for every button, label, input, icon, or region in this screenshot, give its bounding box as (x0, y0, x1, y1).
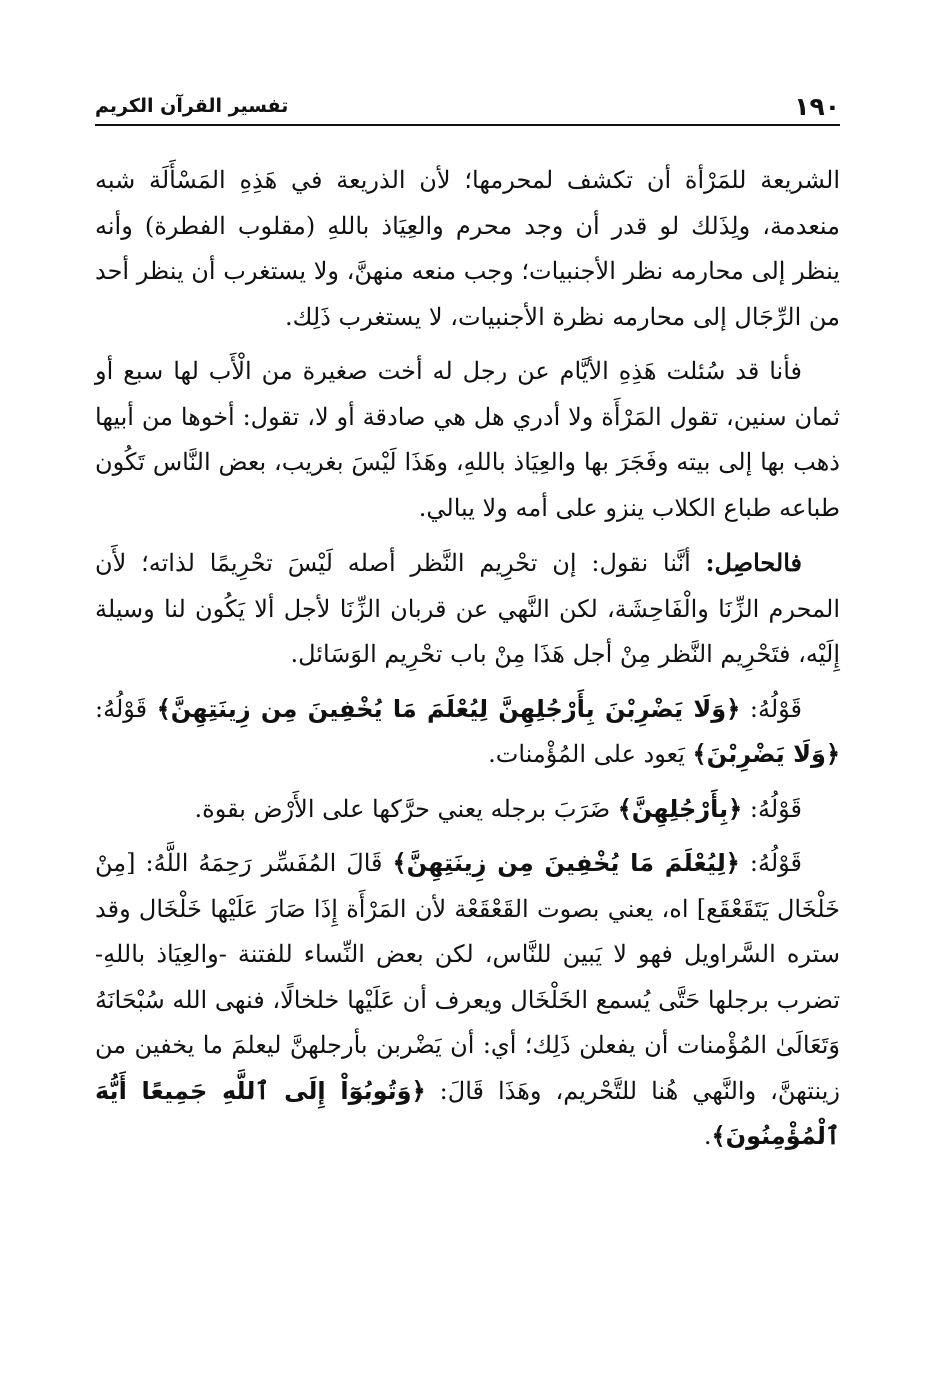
header-divider (95, 124, 840, 126)
qawluhu-label: قَوْلُهُ: (749, 694, 802, 723)
quran-verse: ﴿لِيُعْلَمَ مَا يُخْفِينَ مِن زِينَتِهِنَّ﴾ (392, 849, 740, 877)
qawluhu-label: قَوْلُهُ: (749, 849, 802, 877)
commentary-text: ضَرَبَ برجله يعني حرَّكها على الأَرْض بقوة. (194, 794, 611, 823)
quran-verse: ﴿وَلَا يَضْرِبْنَ بِأَرْجُلِهِنَّ لِيُعْلَمَ مَا يُخْفِينَ مِن زِينَتِهِنَّ﴾ (156, 694, 741, 723)
final-period: . (703, 1122, 712, 1150)
commentary-text: قَالَ المُفَسِّر رَحِمَهُ اللَّهُ: [مِنْ خَلْخَال يَتَقَعْقَع] اه، يعني بصوت القَعْقَعْة لأن المَرْأَة إِذَا صَارَ عَلَيْها خَلْخَال وقد ستره السَّراويل فهو لا يَبين للنَّاس، لكن بعض النِّساء للفتنة -والعِيَاذ باللهِ- تضرب برجلها حَتَّى يُسمع الخَلْخَال ويعرف أن عَلَيْها خلخالًا، فنهى الله سُبْحَانَهُ وَتَعَالَىٰ المُؤْمنات أن يفعلن ذَلِك؛ أي: أن يَضْربن بأرجلهنَّ ليعلمَ ما يخفين من زينتهنَّ، والنَّهي هُنا للتَّحْريم، وهَذَا قَالَ: (95, 849, 840, 1105)
paragraph-3 (95, 540, 840, 678)
paragraph-1: الشريعة للمَرْأة أن تكشف لمحرمها؛ لأن الذريعة في هَذِهِ المَسْأَلَة شبه منعدمة، ولِذَلك لو قدر أن وجد محرم والعِيَاذ باللهِ (مقلوب الفطرة) وأنه ينظر إلى محارمه نظر الأجنبيات؛ وجب منعه منهنَّ، ولا يستغرب أن ينظر أحد من الرِّجَال إلى محارمه نظرة الأجنبيات، لا يستغرب ذَلِك. (95, 166, 840, 331)
quran-verse: ﴿بِأَرْجُلِهِنَّ﴾ (617, 794, 743, 823)
page-number: ١٩٠ (794, 91, 840, 121)
running-title: تفسير القرآن الكريم (95, 95, 289, 117)
qawluhu-label: قَوْلُهُ: (95, 694, 148, 723)
commentary-text: يَعود على المُؤْمنات. (488, 740, 685, 768)
body-text (95, 158, 840, 1169)
qawluhu-label: قَوْلُهُ: (749, 794, 802, 823)
conclusion-text: أنَّنا نقول: إن تحْرِيم النَّظر أصله لَيْسَ تحْرِيمًا لذاته؛ لأَن المحرم الزِّنَا والْفَاحِشَة، لكن النَّهي عن قربان الزِّنَا لأجل ألا يَكُون لنا وسيلة إِلَيْه، فتَحْرِيم النَّظر مِنْ أجل هَذَا مِنْ باب تحْرِيم الوَسَائل. (95, 549, 840, 668)
paragraph-4 (95, 687, 840, 778)
paragraph-5 (95, 787, 840, 833)
conclusion-lead: فالحاصِل: (705, 548, 802, 577)
quran-verse: ﴿وَتُوبُوٓاْ إِلَى ٱللَّهِ جَمِيعًا أَيُّهَ ٱلْمُؤْمِنُونَ﴾ (95, 1076, 840, 1150)
page-header (95, 88, 840, 124)
paragraph-2: فأنا قد سُئلت هَذِهِ الأيَّام عن رجل له أخت صغيرة من الْأَب لها سبع أو ثمان سنين، تقول المَرْأَة ولا أدري هل هي صادقة أو لا، تقول: أخوها من أبيها ذهب بها إلى بيته وفَجَرَ بها والعِيَاذ باللهِ، وهَذَا لَيْسَ بغريب، بعض النَّاس تَكُون طباعه طباع الكلاب ينزو على أمه ولا يبالي. (95, 357, 840, 522)
quran-verse: ﴿وَلَا يَضْرِبْنَ﴾ (692, 740, 840, 768)
paragraph-6 (95, 841, 840, 1160)
